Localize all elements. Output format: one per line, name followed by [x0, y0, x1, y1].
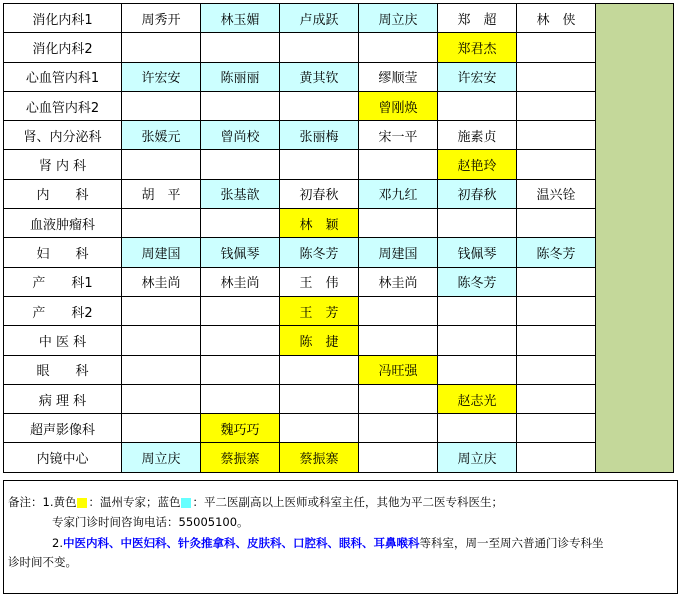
- table-row: [4, 150, 674, 179]
- table-row: [4, 238, 674, 267]
- doctor-cell: [517, 355, 596, 384]
- table-row: [4, 4, 674, 33]
- dept-cell: 病 理 科: [4, 384, 122, 413]
- doctor-cell: [280, 355, 359, 384]
- doctor-cell: [201, 326, 280, 355]
- doctor-cell: [122, 355, 201, 384]
- doctor-cell: 陈 捷: [280, 326, 359, 355]
- doctor-cell: 曾刚焕: [359, 91, 438, 120]
- doctor-cell: [359, 326, 438, 355]
- dept-cell: 妇 科: [4, 238, 122, 267]
- table-row: [4, 179, 674, 208]
- doctor-cell: [359, 33, 438, 62]
- dept-cell: 眼 科: [4, 355, 122, 384]
- doctor-cell: [201, 296, 280, 325]
- doctor-cell: 林圭尚: [201, 267, 280, 296]
- doctor-cell: [517, 296, 596, 325]
- doctor-cell: [517, 414, 596, 443]
- doctor-cell: 周建国: [122, 238, 201, 267]
- doctor-cell: 张基歆: [201, 179, 280, 208]
- doctor-cell: 郑君杰: [438, 33, 517, 62]
- doctor-cell: [359, 150, 438, 179]
- doctor-cell: 王 芳: [280, 296, 359, 325]
- doctor-cell: [201, 384, 280, 413]
- doctor-cell: [122, 150, 201, 179]
- doctor-cell: 蔡振寨: [280, 443, 359, 472]
- doctor-cell: [122, 326, 201, 355]
- doctor-cell: [359, 384, 438, 413]
- note-line-4: 诊时间不变。: [8, 555, 77, 569]
- doctor-cell: [122, 209, 201, 238]
- table-row: [4, 91, 674, 120]
- doctor-cell: [517, 62, 596, 91]
- doctor-cell: 邓九红: [359, 179, 438, 208]
- doctor-cell: [517, 209, 596, 238]
- doctor-cell: 蔡振寨: [201, 443, 280, 472]
- doctor-cell: 郑 超: [438, 4, 517, 33]
- doctor-cell: [201, 150, 280, 179]
- table-row: [4, 326, 674, 355]
- note-line-2: 专家门诊时间咨询电话：55005100。: [52, 515, 249, 529]
- table-row: [4, 62, 674, 91]
- doctor-cell: 许宏安: [122, 62, 201, 91]
- doctor-cell: [359, 443, 438, 472]
- doctor-cell: 魏巧巧: [201, 414, 280, 443]
- table-row: [4, 121, 674, 150]
- doctor-cell: 卢成跃: [280, 4, 359, 33]
- doctor-cell: 钱佩琴: [438, 238, 517, 267]
- note-line-3: [52, 534, 603, 553]
- doctor-cell: [517, 326, 596, 355]
- doctor-cell: [280, 414, 359, 443]
- doctor-cell: 周建国: [359, 238, 438, 267]
- doctor-cell: 赵艳玲: [438, 150, 517, 179]
- dept-cell: 心血管内科2: [4, 91, 122, 120]
- doctor-cell: 周立庆: [438, 443, 517, 472]
- schedule-body: [4, 4, 674, 473]
- doctor-cell: 缪顺莹: [359, 62, 438, 91]
- doctor-cell: 陈冬芳: [280, 238, 359, 267]
- dept-cell: 内镜中心: [4, 443, 122, 472]
- table-row: [4, 384, 674, 413]
- doctor-cell: [517, 91, 596, 120]
- doctor-cell: [280, 91, 359, 120]
- table-row: [4, 267, 674, 296]
- note-prefix: 备注：1.黄色: [8, 495, 77, 509]
- doctor-cell: 周立庆: [359, 4, 438, 33]
- dept-cell: 肾、内分泌科: [4, 121, 122, 150]
- doctor-cell: [517, 150, 596, 179]
- dept-cell: 产 科1: [4, 267, 122, 296]
- doctor-cell: [280, 150, 359, 179]
- doctor-cell: 宋一平: [359, 121, 438, 150]
- doctor-cell: [122, 296, 201, 325]
- doctor-cell: [280, 384, 359, 413]
- doctor-cell: [517, 33, 596, 62]
- doctor-cell: 林玉媚: [201, 4, 280, 33]
- table-row: [4, 209, 674, 238]
- dept-cell: 中 医 科: [4, 326, 122, 355]
- doctor-cell: [438, 414, 517, 443]
- doctor-cell: 张媛元: [122, 121, 201, 150]
- table-row: [4, 443, 674, 472]
- dept-cell: 血液肿瘤科: [4, 209, 122, 238]
- table-row: [4, 414, 674, 443]
- dept-cell: 心血管内科1: [4, 62, 122, 91]
- doctor-cell: [122, 91, 201, 120]
- note-num-2: 2.: [52, 536, 63, 550]
- doctor-cell: [122, 33, 201, 62]
- table-row: [4, 296, 674, 325]
- doctor-cell: [122, 414, 201, 443]
- doctor-cell: [517, 443, 596, 472]
- table-row: [4, 33, 674, 62]
- doctor-cell: [438, 91, 517, 120]
- blue-swatch: [181, 498, 191, 508]
- doctor-cell: 周秀开: [122, 4, 201, 33]
- dept-cell: 内 科: [4, 179, 122, 208]
- doctor-cell: 林 颖: [280, 209, 359, 238]
- note-line-3-rest: 等科室，周一至周六普通门诊专科坐: [419, 536, 604, 550]
- doctor-cell: 钱佩琴: [201, 238, 280, 267]
- doctor-cell: 初春秋: [280, 179, 359, 208]
- table-row: [4, 355, 674, 384]
- doctor-cell: [517, 384, 596, 413]
- dept-cell: 超声影像科: [4, 414, 122, 443]
- doctor-cell: [359, 414, 438, 443]
- doctor-cell: [201, 355, 280, 384]
- dept-cell: 消化内科1: [4, 4, 122, 33]
- doctor-cell: 黄其钦: [280, 62, 359, 91]
- doctor-cell: 陈冬芳: [517, 238, 596, 267]
- dept-cell: 消化内科2: [4, 33, 122, 62]
- side-column: [596, 4, 674, 473]
- doctor-cell: 胡 平: [122, 179, 201, 208]
- doctor-cell: 温兴铨: [517, 179, 596, 208]
- doctor-cell: [280, 33, 359, 62]
- notes-box: [3, 480, 678, 594]
- dept-cell: 肾 内 科: [4, 150, 122, 179]
- doctor-cell: 林圭尚: [122, 267, 201, 296]
- doctor-cell: [201, 91, 280, 120]
- note-highlight-depts: 中医内科、中医妇科、针灸推拿科、皮肤科、口腔科、眼科、耳鼻喉科: [62, 536, 420, 550]
- doctor-cell: [438, 296, 517, 325]
- note-line-1: [8, 493, 503, 512]
- doctor-cell: 林圭尚: [359, 267, 438, 296]
- doctor-cell: [438, 326, 517, 355]
- doctor-cell: [517, 267, 596, 296]
- doctor-cell: 初春秋: [438, 179, 517, 208]
- doctor-cell: 周立庆: [122, 443, 201, 472]
- schedule-table: [3, 3, 674, 473]
- doctor-cell: 王 伟: [280, 267, 359, 296]
- doctor-cell: [122, 384, 201, 413]
- doctor-cell: 林 侠: [517, 4, 596, 33]
- doctor-cell: [359, 296, 438, 325]
- doctor-cell: 陈丽丽: [201, 62, 280, 91]
- doctor-cell: [438, 355, 517, 384]
- yellow-swatch: [77, 498, 87, 508]
- doctor-cell: [517, 121, 596, 150]
- doctor-cell: 曾尚校: [201, 121, 280, 150]
- dept-cell: 产 科2: [4, 296, 122, 325]
- doctor-cell: 冯旺强: [359, 355, 438, 384]
- doctor-cell: [201, 209, 280, 238]
- doctor-cell: [438, 209, 517, 238]
- doctor-cell: 许宏安: [438, 62, 517, 91]
- note-yellow-desc: ：温州专家；蓝色: [88, 495, 181, 509]
- doctor-cell: 张丽梅: [280, 121, 359, 150]
- doctor-cell: [359, 209, 438, 238]
- note-blue-desc: ：平二医副高以上医师或科室主任，其他为平二医专科医生；: [192, 495, 503, 509]
- doctor-cell: [201, 33, 280, 62]
- doctor-cell: 陈冬芳: [438, 267, 517, 296]
- doctor-cell: 施素贞: [438, 121, 517, 150]
- doctor-cell: 赵志光: [438, 384, 517, 413]
